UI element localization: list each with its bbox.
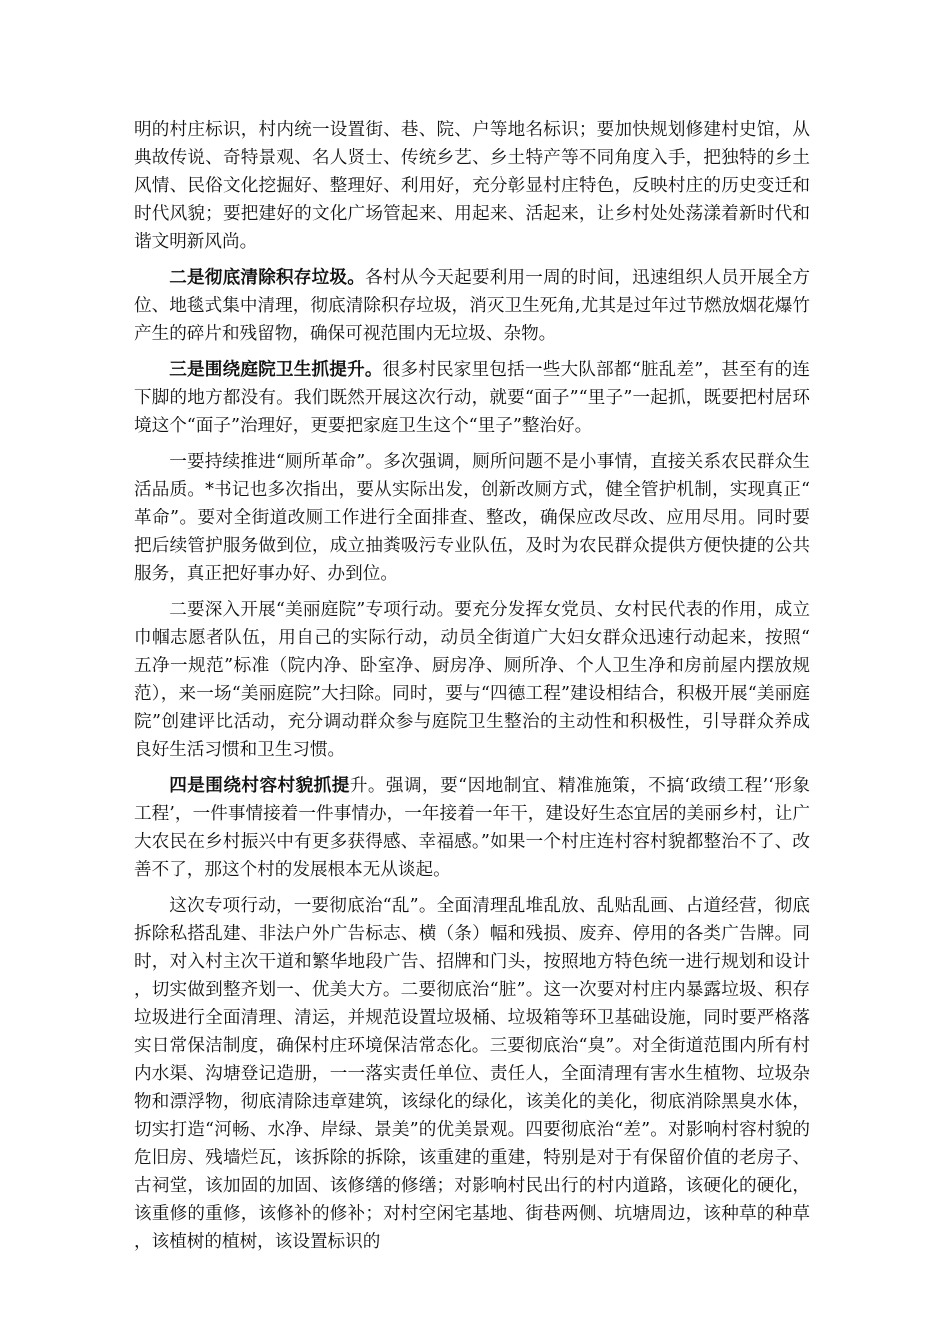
paragraph-text: 这次专项行动，一要彻底治“乱”。全面清理乱堆乱放、乱贴乱画、占道经营，彻底拆除私搭乱建、非法户外广告标志、横（条）幅和残损、废弃、停用的各类广告牌。同时，对入村主次干道和繁华地段广告、招牌和门头，按照地方特色统一进行规划和设计，切实做到整齐划一、优美大方。二要彻底治“脏”。这一次要对村庄内暴露垃圾、积存垃圾进行全面清理、清运，并规范设置垃圾桶、垃圾箱等环卫基础设施，同时要严格落实日常保洁制度，确保村庄环境保洁常态化。三要彻底治“臭”。对全街道范围内所有村内水渠、沟塘登记造册，一一落实责任单位、责任人，全面清理有害水生植物、垃圾杂物和漂浮物，彻底清除违章建筑，该绿化的绿化，该美化的美化，彻底消除黑臭水体，切实打造“河畅、水净、岸绿、景美”的优美景观。四要彻底治“差”。对影响村容村貌的危旧房、残墙烂瓦，该拆除的拆除，该重建的重建，特别是对于有保留价值的老房子、古祠堂，该加固的加固、该修缮的修缮；对影响村民出行的村内道路，该硬化的硬化，该重修的重修，该修补的修补；对村空闲宅基地、街巷两侧、坑塘周边，该种草的种草，该植树的植树，该设置标识的	[134, 896, 810, 1252]
paragraph-beautiful-courtyard	[134, 596, 810, 764]
paragraph-special-action	[134, 892, 810, 1256]
paragraph-clear-garbage	[134, 264, 810, 348]
paragraph-text: 各村从今天起要利用一周的时间，迅速组织人员开展全方位、地毯式集中清理，彻底清除积存垃圾，消灭卫生死角,尤其是过年过节燃放烟花爆竹产生的碎片和残留物，确保可视范围内无垃圾、杂物。	[134, 268, 810, 344]
paragraph-text: 二要深入开展“美丽庭院”专项行动。要充分发挥女党员、女村民代表的作用，成立巾帼志愿者队伍，用自己的实际行动，动员全街道广大妇女群众迅速行动起来，按照“五净一规范”标准（院内净、卧室净、厨房净、厕所净、个人卫生净和房前屋内摆放规范），来一场“美丽庭院”大扫除。同时，要与“四德工程”建设相结合，积极开展“美丽庭院”创建评比活动，充分调动群众参与庭院卫生整治的主动性和积极性，引导群众养成良好生活习惯和卫生习惯。	[134, 600, 810, 760]
paragraph-heading: 四是围绕村容村貌抓提	[169, 775, 350, 796]
paragraph-toilet-revolution	[134, 448, 810, 588]
document-body	[134, 116, 810, 1264]
paragraph-text: 很多村民家里包括一些大队部都“脏乱差”，甚至有的连下脚的地方都没有。我们既然开展这次行动，就要“面子”“里子”一起抓，既要把村居环境这个“面子”治理好，更要把家庭卫生这个“里子”整治好。	[134, 360, 810, 436]
paragraph-heading: 三是围绕庭院卫生抓提升。	[169, 359, 383, 380]
paragraph-text: 一要持续推进“厕所革命”。多次强调，厕所问题不是小事情，直接关系农民群众生活品质。*书记也多次指出，要从实际出发，创新改厕方式，健全管护机制，实现真正“革命”。要对全街道改厕工作进行全面排查、整改，确保应改尽改、应用尽用。同时要把后续管护服务做到位，成立抽粪吸污专业队伍，及时为农民群众提供方便快捷的公共服务，真正把好事办好、办到位。	[134, 452, 810, 584]
paragraph-heading: 二是彻底清除积存垃圾。	[169, 267, 366, 288]
paragraph-text: 明的村庄标识，村内统一设置街、巷、院、户等地名标识；要加快规划修建村史馆，从典故传说、奇特景观、名人贤士、传统乡艺、乡土特产等不同角度入手，把独特的乡土风情、民俗文化挖掘好、整理好、利用好，充分彰显村庄特色，反映村庄的历史变迁和时代风貌；要把建好的文化广场管起来、用起来、活起来，让乡村处处荡漾着新时代和谐文明新风尚。	[134, 120, 810, 252]
paragraph-text: 升。强调，要“因地制宜、精准施策，不搞‘政绩工程’‘形象工程’，一件事情接着一件事情办，一年接着一年干，建设好生态宜居的美丽乡村，让广大农民在乡村振兴中有更多获得感、幸福感。”如果一个村庄连村容村貌都整治不了、改善不了，那这个村的发展根本无从谈起。	[134, 776, 810, 880]
paragraph-courtyard-hygiene	[134, 356, 810, 440]
paragraph-village-appearance	[134, 772, 810, 884]
paragraph-village-culture	[134, 116, 810, 256]
